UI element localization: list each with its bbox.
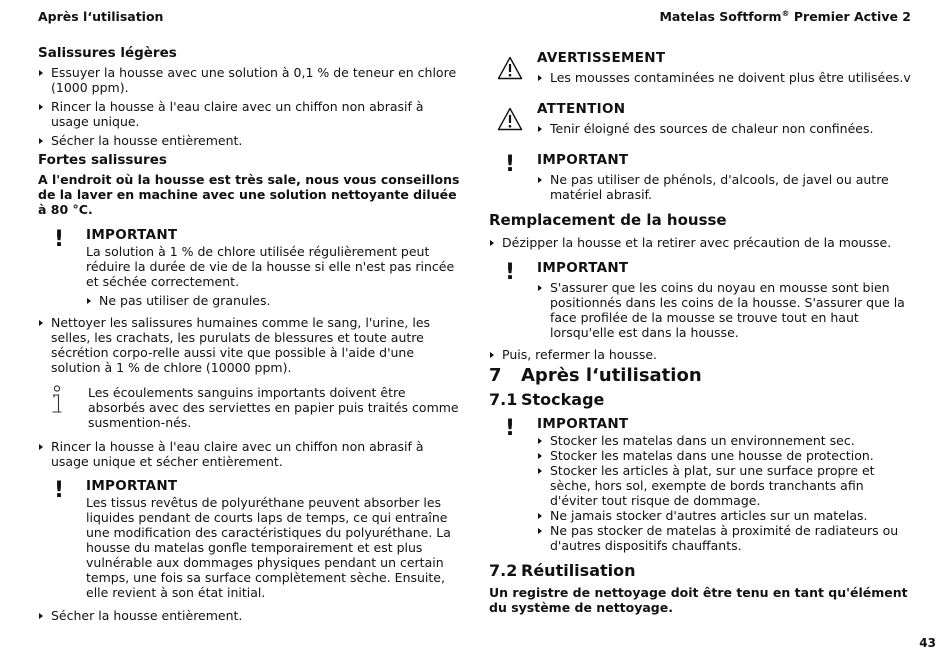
important-notice	[38, 227, 462, 308]
section-heading-7	[489, 365, 914, 387]
left-column	[38, 45, 462, 623]
section-title: Après l‘utilisation	[521, 365, 702, 386]
list-item: Stocker les articles à plat, sur une surface propre et sèche, hors sol, exempte de bords tranchants afin d'éviter tout risque de dommage.	[537, 463, 914, 508]
list-item: Rincer la housse à l'eau claire avec un chiffon non abrasif à usage unique.	[38, 99, 462, 129]
list-item: Essuyer la housse avec une solution à 0,1 % de teneur en chlore (1000 ppm).	[38, 65, 462, 95]
heading-heavy-soiling: Fortes salissures	[38, 152, 167, 168]
warning-triangle-icon	[497, 56, 523, 83]
list-item: Ne pas utiliser de granules.	[86, 293, 462, 308]
warning-notice	[489, 50, 914, 85]
info-text: Les écoulements sanguins importants doivent être absorbés avec des serviettes en papier puis traités comme susmention-nés.	[88, 385, 459, 430]
list-item: Rincer la housse à l'eau claire avec un chiffon non abrasif à usage unique et sécher entièrement.	[38, 439, 462, 469]
section-number: 7	[489, 365, 502, 386]
notice-title: IMPORTANT	[537, 152, 629, 168]
warning-triangle-icon	[497, 107, 523, 134]
exclamation-icon: !	[505, 260, 516, 285]
section-number: 7.2	[489, 561, 518, 580]
info-icon	[50, 385, 64, 418]
list-item: Sécher la housse entièrement.	[38, 133, 462, 148]
info-notice	[38, 385, 462, 430]
registered-mark: ®	[781, 8, 790, 18]
important-notice	[38, 478, 462, 600]
product-name: Matelas Softform	[659, 9, 782, 24]
list-item: Stocker les matelas dans une housse de protection.	[537, 448, 914, 463]
list-item: S'assurer que les coins du noyau en mousse sont bien positionnés dans les coins de la housse. S'assurer que la face profilée de la mousse se trouve tout en haut lorsqu'elle est dans la housse.	[537, 280, 914, 340]
notice-title: IMPORTANT	[537, 416, 629, 432]
running-header-right	[659, 9, 911, 24]
page-number: 43	[919, 636, 936, 650]
list-item: Nettoyer les salissures humaines comme le sang, l'urine, les selles, les crachats, les purulats de blessures et toute autre sécrétion corpo-relle aussi vite que possible à l'aide d'une solution à 1 % de chlore (10000 ppm).	[38, 315, 462, 375]
list-item: Ne jamais stocker d'autres articles sur un matelas.	[537, 508, 914, 523]
attention-notice	[489, 101, 914, 136]
important-notice	[489, 416, 914, 553]
notice-text: La solution à 1 % de chlore utilisée régulièrement peut réduire la durée de vie de la housse si elle n'est pas rincée et séchée correctement.	[86, 244, 455, 289]
notice-title: AVERTISSEMENT	[537, 50, 666, 66]
reuse-text: Un registre de nettoyage doit être tenu en tant qu'élément du système de nettoyage.	[489, 585, 908, 615]
list-item: Les mousses contaminées ne doivent plus être utilisées.v	[537, 70, 914, 85]
list-item: Dézipper la housse et la retirer avec précaution de la mousse.	[489, 235, 914, 250]
section-heading-7-1	[489, 390, 914, 410]
list-item: Puis, refermer la housse.	[489, 347, 914, 362]
exclamation-icon: !	[54, 478, 65, 503]
notice-title: IMPORTANT	[537, 260, 629, 276]
exclamation-icon: !	[54, 227, 65, 252]
list-item: Sécher la housse entièrement.	[38, 608, 462, 623]
right-column	[489, 50, 914, 615]
exclamation-icon: !	[505, 152, 516, 177]
important-notice	[489, 152, 914, 202]
list-item: Stocker les matelas dans un environnement sec.	[537, 433, 914, 448]
running-header-left: Après l‘utilisation	[38, 9, 164, 24]
product-model: Premier Active 2	[789, 9, 911, 24]
list-item: Ne pas stocker de matelas à proximité de radiateurs ou d'autres dispositifs chauffants.	[537, 523, 914, 553]
notice-title: ATTENTION	[537, 101, 626, 117]
heading-cover-replacement: Remplacement de la housse	[489, 211, 727, 229]
section-title: Stockage	[521, 390, 605, 409]
section-number: 7.1	[489, 390, 518, 409]
list-item: Tenir éloigné des sources de chaleur non confinées.	[537, 121, 914, 136]
section-title: Réutilisation	[521, 561, 636, 580]
notice-title: IMPORTANT	[86, 478, 178, 494]
section-heading-7-2	[489, 561, 914, 581]
heavy-soiling-intro: A l'endroit où la housse est très sale, nous vous conseillons de la laver en machine avec une solution nettoyante diluée à 80 °C.	[38, 172, 460, 217]
important-notice	[489, 260, 914, 340]
notice-text: Les tissus revêtus de polyuréthane peuvent absorber les liquides pendant de courts laps de temps, ce qui entraîne une modification des caractéristiques du polyuréthane. La housse du matelas gonfle temporairement et est plus vulnérable aux dommages physiques pendant un certain temps, une fois sa surface complètement sèche. Ensuite, elle revient à son état initial.	[86, 495, 451, 600]
exclamation-icon: !	[505, 416, 516, 441]
heading-light-soiling: Salissures légères	[38, 45, 177, 61]
notice-title: IMPORTANT	[86, 227, 178, 243]
list-item: Ne pas utiliser de phénols, d'alcools, de javel ou autre matériel abrasif.	[537, 172, 914, 202]
